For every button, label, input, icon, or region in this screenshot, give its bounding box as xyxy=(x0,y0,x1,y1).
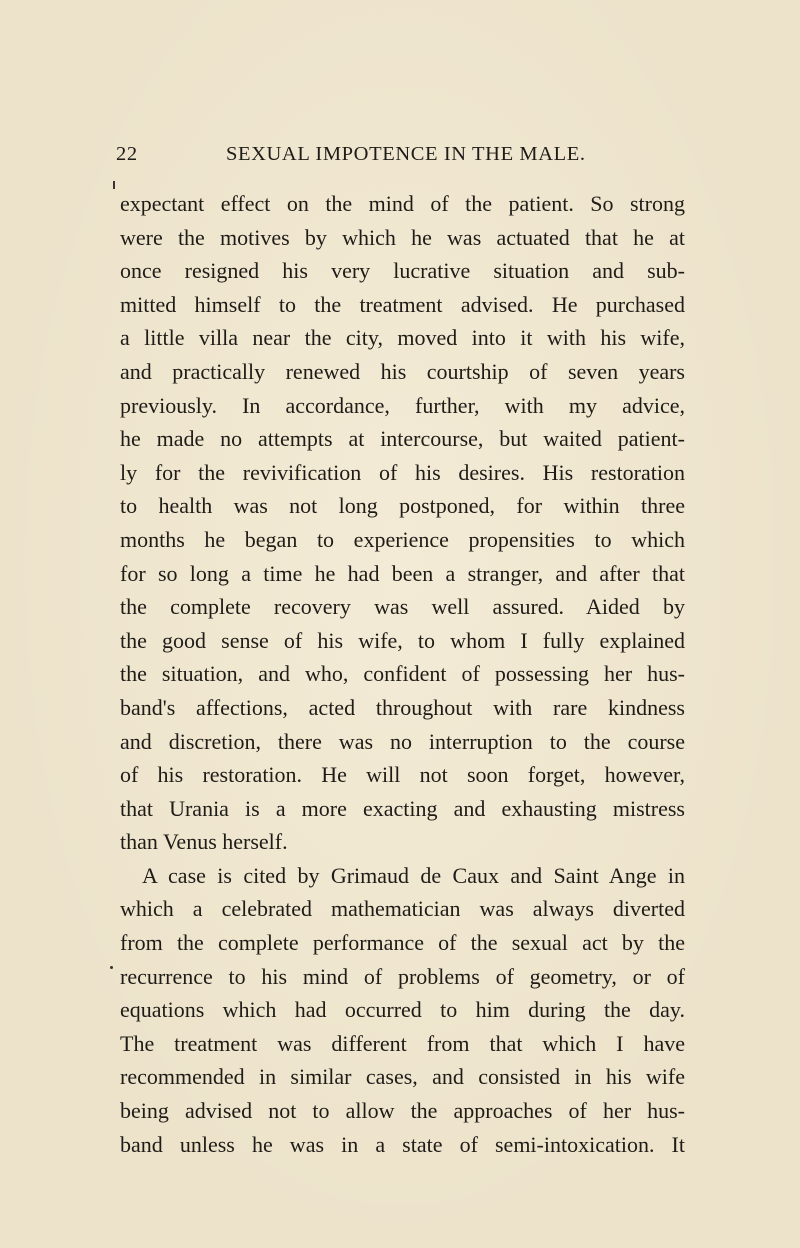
text-line: from the complete performance of the sexual act by the xyxy=(120,930,685,956)
print-speck xyxy=(113,181,115,189)
text-line: recommended in similar cases, and consisted in his wife xyxy=(120,1064,685,1090)
text-line: to health was not long postponed, for within three xyxy=(120,493,685,519)
text-line: and practically renewed his courtship of seven years xyxy=(120,358,685,384)
text-line: for so long a time he had been a stranger, and after that xyxy=(120,560,685,586)
text-line: band unless he was in a state of semi-intoxication. It xyxy=(120,1131,685,1157)
text-line: ly for the revivification of his desires. His restoration xyxy=(120,459,685,485)
text-line: and discretion, there was no interruption to the course xyxy=(120,728,685,754)
text-line: The treatment was different from that which I have xyxy=(120,1030,685,1056)
text-line: he made no attempts at intercourse, but waited patient- xyxy=(120,426,685,452)
text-line: previously. In accordance, further, with my advice, xyxy=(120,392,685,418)
text-line: months he began to experience propensities to which xyxy=(120,526,685,552)
text-line: mitted himself to the treatment advised. He purchased xyxy=(120,291,685,317)
text-line: band's affections, acted throughout with rare kindness xyxy=(120,694,685,720)
text-line: equations which had occurred to him during the day. xyxy=(120,997,685,1023)
paragraph-first-line: A case is cited by Grimaud de Caux and Saint Ange in xyxy=(142,862,685,888)
body-text xyxy=(120,187,685,1161)
running-title: SEXUAL IMPOTENCE IN THE MALE. xyxy=(226,143,586,165)
text-line: once resigned his very lucrative situation and sub- xyxy=(120,258,685,284)
text-line: the complete recovery was well assured. Aided by xyxy=(120,594,685,620)
text-line: a little villa near the city, moved into it with his wife, xyxy=(120,325,685,351)
text-line: recurrence to his mind of problems of geometry, or of xyxy=(120,963,685,989)
text-line: of his restoration. He will not soon forget, however, xyxy=(120,762,685,788)
text-line: that Urania is a more exacting and exhausting mistress xyxy=(120,795,685,821)
text-line: expectant effect on the mind of the patient. So strong xyxy=(120,191,685,216)
text-line: being advised not to allow the approaches of her hus- xyxy=(120,1098,685,1124)
paragraph-last-line: than Venus herself. xyxy=(120,829,288,855)
text-line: were the motives by which he was actuated that he at xyxy=(120,224,685,250)
print-speck xyxy=(110,966,113,969)
page-number: 22 xyxy=(116,143,138,165)
text-line: which a celebrated mathematician was always diverted xyxy=(120,896,685,922)
text-line: the good sense of his wife, to whom I fully explained xyxy=(120,627,685,653)
text-line: the situation, and who, confident of possessing her hus- xyxy=(120,661,685,687)
page-header xyxy=(116,143,676,173)
